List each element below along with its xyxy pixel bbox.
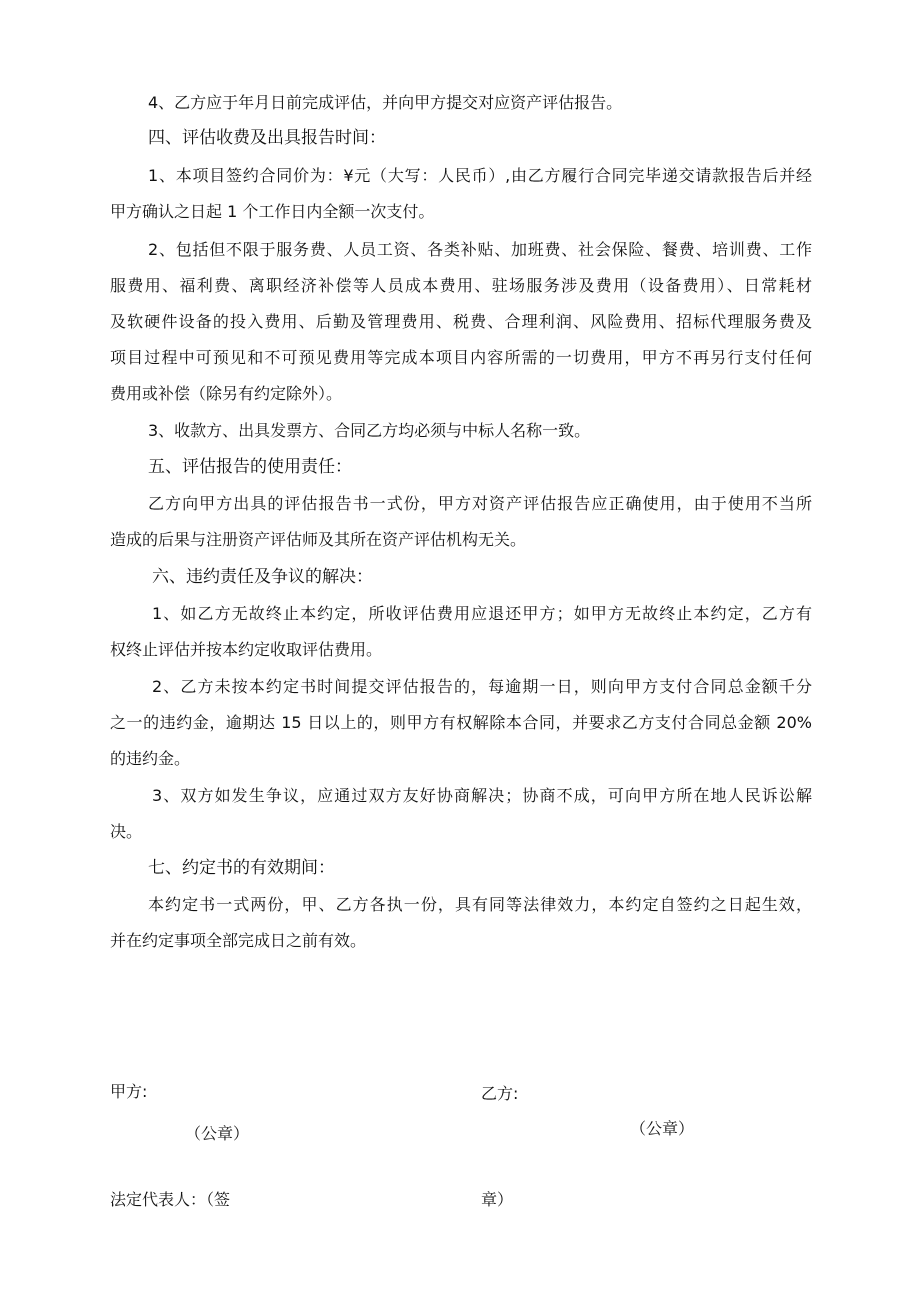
section-5-line-1: 乙方向甲方出具的评估报告书一式份，甲方对资产评估报告应正确使用，由于使用不当所 bbox=[148, 494, 812, 513]
legal-representative-label: 法定代表人：（签 bbox=[110, 1190, 231, 1209]
party-a-seal: （公章） bbox=[185, 1124, 250, 1143]
section-7-line-2: 并在约定事项全部完成日之前有效。 bbox=[110, 931, 367, 950]
section-5-line-2: 造成的后果与注册资产评估师及其所在资产评估机构无关。 bbox=[110, 530, 527, 549]
section-4-title: 四、评估收费及出具报告时间： bbox=[148, 128, 386, 148]
section-4-item-1-line-2: 甲方确认之日起 1 个工作日内全额一次支付。 bbox=[110, 202, 435, 221]
section-4-item-3: 3、收款方、出具发票方、合同乙方均必须与中标人名称一致。 bbox=[148, 421, 591, 440]
section-4-item-2-line-5: 费用或补偿（除另有约定除外）。 bbox=[110, 384, 343, 403]
section-6-item-2-line-1: 2、乙方未按本约定书时间提交评估报告的，每逾期一日，则向甲方支付合同总金额千分 bbox=[152, 677, 812, 696]
item-4-line: 4、乙方应于年月日前完成评估，并向甲方提交对应资产评估报告。 bbox=[148, 93, 623, 112]
party-a-label: 甲方: bbox=[110, 1082, 148, 1101]
party-b-seal: （公章） bbox=[630, 1119, 695, 1138]
section-6-title: 六、违约责任及争议的解决： bbox=[152, 567, 373, 587]
section-6-item-3-line-2: 决。 bbox=[110, 822, 143, 841]
section-4-item-2-line-4: 项目过程中可预见和不可预见费用等完成本项目内容所需的一切费用，甲方不再另行支付任何 bbox=[110, 348, 812, 367]
section-6-item-2-line-3: 的违约金。 bbox=[110, 749, 191, 768]
legal-representative-end: 章） bbox=[481, 1190, 514, 1209]
section-4-item-1-line-1: 1、本项目签约合同价为：¥元（大写：人民币）,由乙方履行合同完毕递交请款报告后并经 bbox=[148, 166, 812, 185]
section-7-line-1: 本约定书一式两份，甲、乙方各执一份，具有同等法律效力，本约定自签约之日起生效， bbox=[148, 895, 812, 914]
section-4-item-2-line-1: 2、包括但不限于服务费、人员工资、各类补贴、加班费、社会保险、餐费、培训费、工作 bbox=[148, 240, 812, 259]
section-6-item-2-line-2: 之一的违约金，逾期达 15 日以上的，则甲方有权解除本合同，并要求乙方支付合同总金额 20% bbox=[110, 713, 812, 732]
section-6-item-3-line-1: 3、双方如发生争议，应通过双方友好协商解决；协商不成，可向甲方所在地人民诉讼解 bbox=[152, 786, 812, 805]
section-4-item-2-line-3: 及软硬件设备的投入费用、后勤及管理费用、税费、合理利润、风险费用、招标代理服务费及 bbox=[110, 312, 812, 331]
section-6-item-1-line-2: 权终止评估并按本约定收取评估费用。 bbox=[110, 640, 383, 659]
section-7-title: 七、约定书的有效期间： bbox=[148, 858, 335, 878]
section-6-item-1-line-1: 1、如乙方无故终止本约定，所收评估费用应退还甲方；如甲方无故终止本约定，乙方有 bbox=[152, 604, 812, 623]
section-5-title: 五、评估报告的使用责任： bbox=[148, 457, 352, 477]
party-b-label: 乙方: bbox=[481, 1084, 519, 1103]
section-4-item-2-line-2: 服费用、福利费、离职经济补偿等人员成本费用、驻场服务涉及费用（设备费用）、日常耗材 bbox=[110, 276, 812, 295]
